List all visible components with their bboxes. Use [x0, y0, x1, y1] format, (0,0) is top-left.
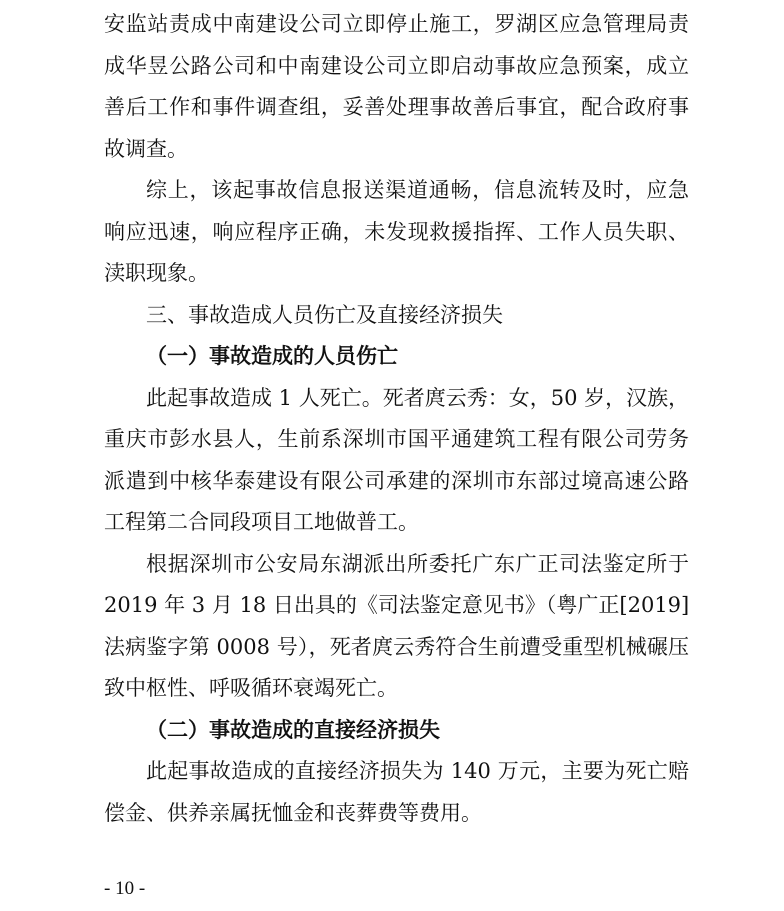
paragraph-line: 故调查。 [104, 137, 188, 161]
paragraph-line: 安监站责成中南建设公司立即停止施工，罗湖区应急管理局责 [104, 12, 689, 36]
paragraph-line: 致中枢性、呼吸循环衰竭死亡。 [104, 676, 398, 700]
paragraph-line: 工程第二合同段项目工地做普工。 [104, 510, 419, 534]
page-number: - 10 - [104, 878, 146, 899]
paragraph-line: 此起事故造成 1 人死亡。死者庹云秀：女，50 岁，汉族， [146, 386, 689, 410]
section-heading: 三、事故造成人员伤亡及直接经济损失 [146, 303, 503, 327]
paragraph-line: 综上，该起事故信息报送渠道通畅，信息流转及时，应急 [146, 178, 689, 202]
paragraph-line: 偿金、供养亲属抚恤金和丧葬费等费用。 [104, 801, 482, 825]
paragraph-line: 根据深圳市公安局东湖派出所委托广东广正司法鉴定所于 [146, 552, 689, 576]
paragraph-line: 成华昱公路公司和中南建设公司立即启动事故应急预案，成立 [104, 54, 689, 78]
paragraph-line: 派遣到中核华泰建设有限公司承建的深圳市东部过境高速公路 [104, 469, 689, 493]
paragraph-line: 渎职现象。 [104, 261, 209, 285]
paragraph-line: 2019 年 3 月 18 日出具的《司法鉴定意见书》（粤广正[2019] [104, 593, 689, 617]
subsection-heading: （一）事故造成的人员伤亡 [146, 343, 398, 368]
paragraph-line: 响应迅速，响应程序正确，未发现救援指挥、工作人员失职、 [104, 220, 689, 244]
paragraph-line: 善后工作和事件调查组，妥善处理事故善后事宜，配合政府事 [104, 95, 689, 119]
paragraph-line: 法病鉴字第 0008 号），死者庹云秀符合生前遭受重型机械碾压 [104, 635, 689, 659]
paragraph-line: 重庆市彭水县人，生前系深圳市国平通建筑工程有限公司劳务 [104, 427, 689, 451]
subsection-heading: （二）事故造成的直接经济损失 [146, 717, 440, 742]
paragraph-line: 此起事故造成的直接经济损失为 140 万元，主要为死亡赔 [146, 759, 689, 783]
